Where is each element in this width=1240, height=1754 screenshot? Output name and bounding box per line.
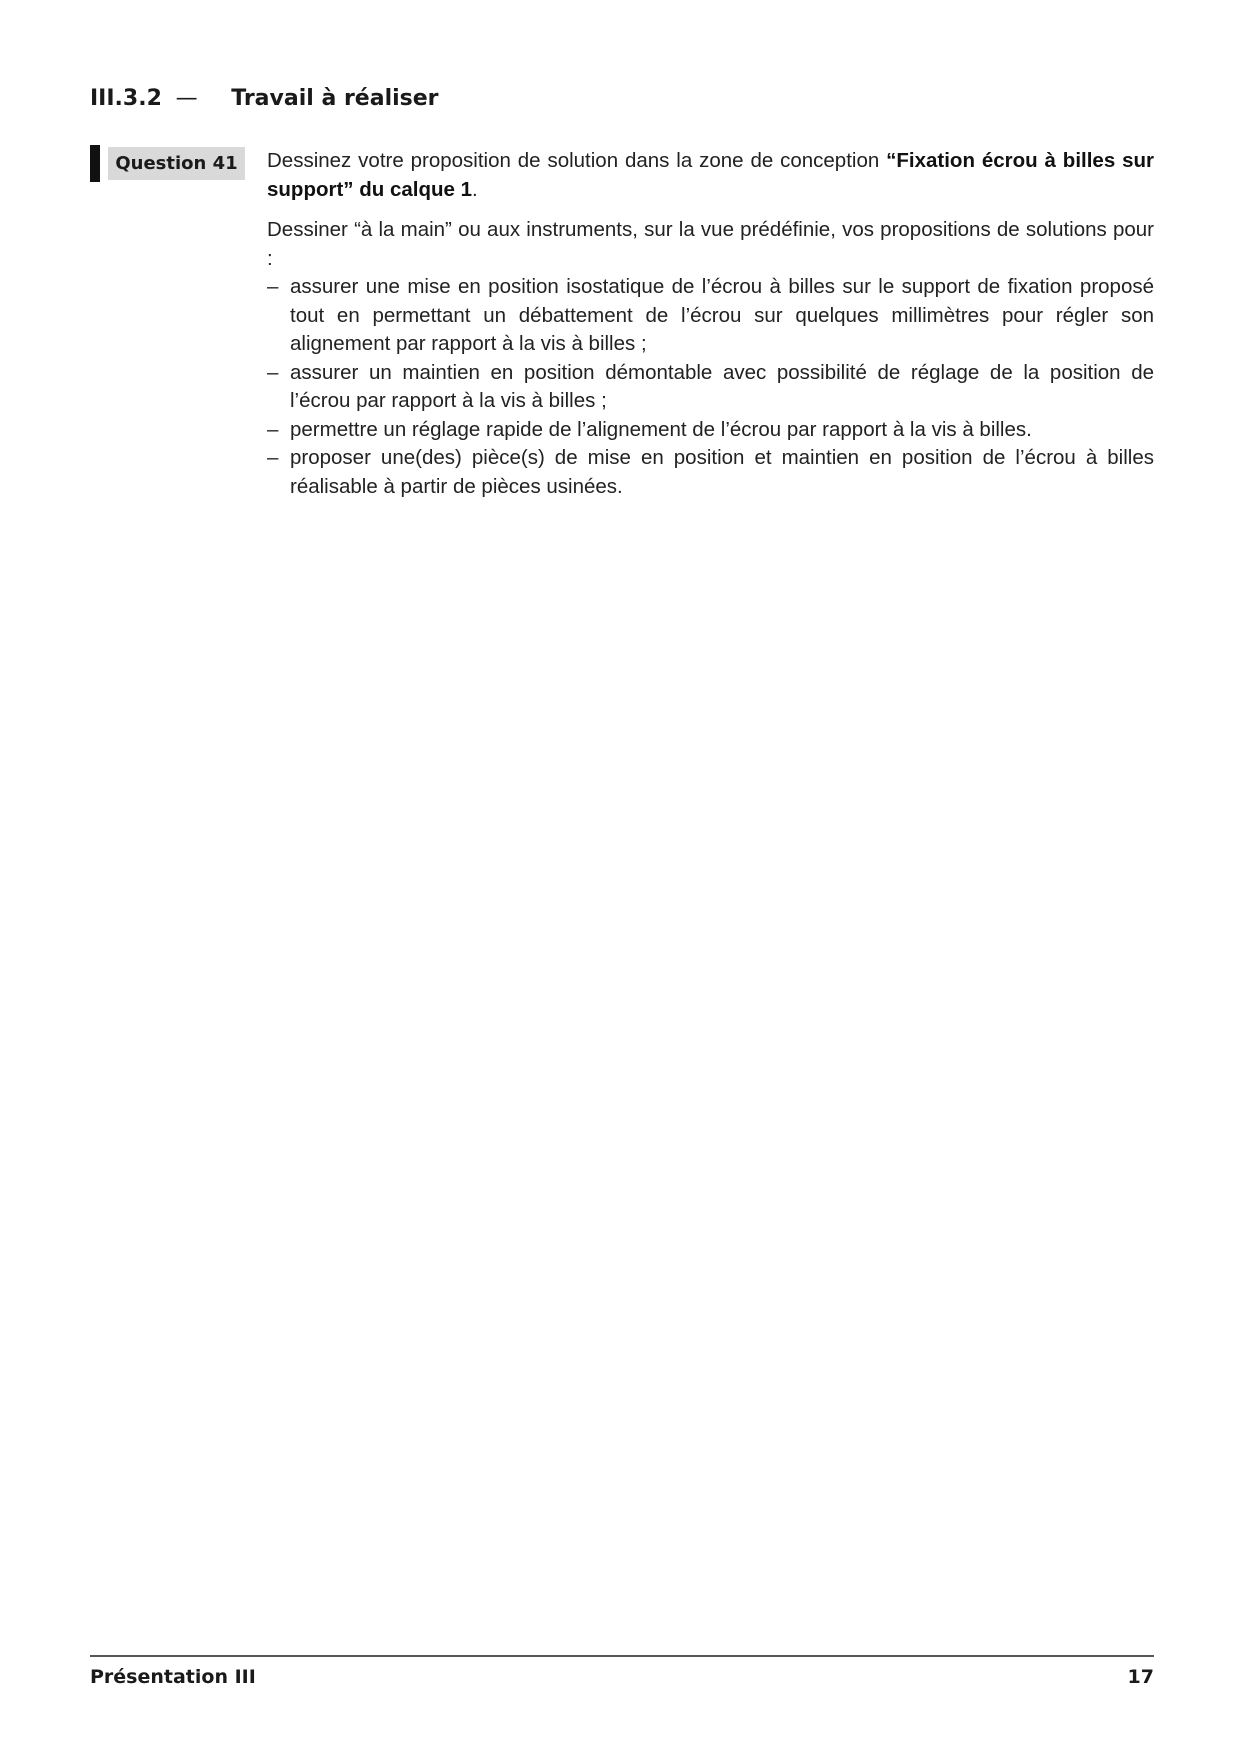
- bullet-dash: –: [267, 446, 279, 469]
- bullet-dash: –: [267, 417, 279, 441]
- section-separator: —: [175, 86, 198, 111]
- list-item: [267, 273, 1154, 359]
- question-intro-bold: “Fixation écrou à billes sur support” du calque 1: [267, 149, 1154, 201]
- section-heading: [90, 86, 439, 111]
- question-instruction: Dessiner “à la main” ou aux instruments, sur la vue prédéfinie, vos propositions de solutions pour :: [267, 218, 1154, 270]
- question-marker-bar: [90, 145, 100, 182]
- list-item-text: assurer une mise en position isostatique de l’écrou à billes sur le support de fixation proposé tout en permettant un débattement de l’écrou sur quelques millimètres pour régler son alignement par rapport à la vis à billes ;: [290, 275, 1154, 355]
- list-item: [267, 444, 1154, 501]
- question-intro-end: .: [472, 177, 478, 201]
- requirements-list: [267, 273, 1154, 501]
- footer-chapter-title: Présentation III: [90, 1666, 256, 1688]
- question-label: Question 41: [108, 147, 245, 180]
- list-item: [267, 359, 1154, 416]
- question-intro: [267, 147, 1154, 204]
- bullet-dash: –: [267, 275, 279, 298]
- footer-divider: [90, 1655, 1154, 1657]
- section-title: Travail à réaliser: [231, 86, 439, 111]
- list-item-text: assurer un maintien en position démontable avec possibilité de réglage de la position de l’écrou par rapport à la vis à billes ;: [290, 360, 1154, 412]
- list-item-text: permettre un réglage rapide de l’alignement de l’écrou par rapport à la vis à billes.: [290, 417, 1032, 441]
- bullet-dash: –: [267, 360, 279, 384]
- question-intro-text: Dessinez votre proposition de solution dans la zone de conception: [267, 149, 887, 172]
- list-item: [267, 416, 1154, 445]
- question-content: [267, 147, 1154, 501]
- list-item-text: proposer une(des) pièce(s) de mise en position et maintien en position de l’écrou à billes réalisable à partir de pièces usinées.: [290, 446, 1154, 498]
- footer-page-number: 17: [1127, 1666, 1154, 1688]
- section-number: III.3.2: [90, 86, 162, 111]
